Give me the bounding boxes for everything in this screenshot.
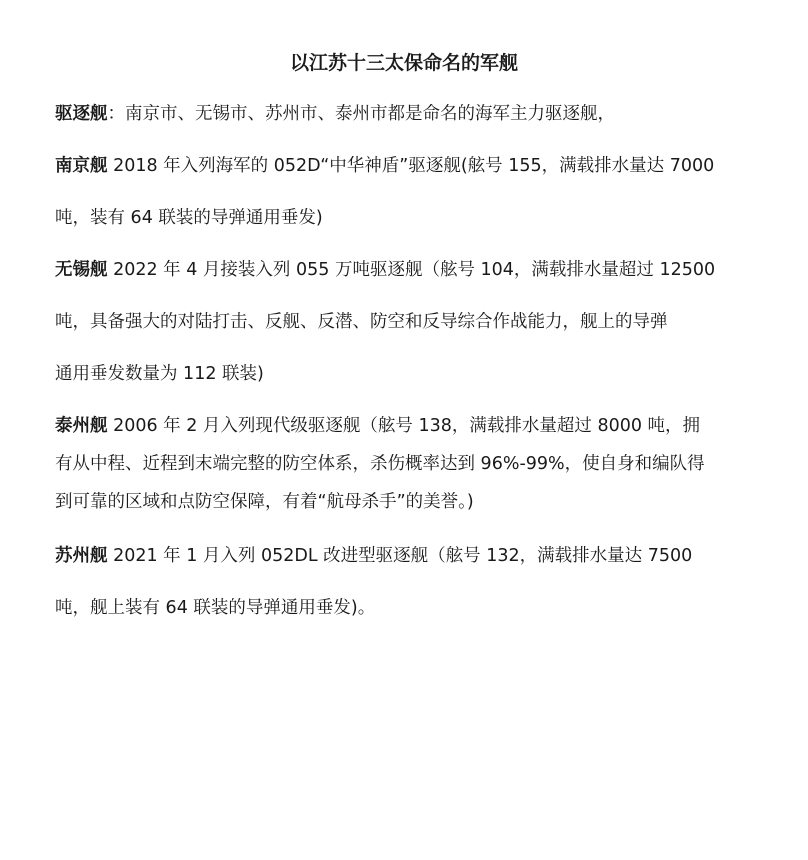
ship-name: 苏州舰: [55, 546, 108, 566]
paragraph-nanjing-line: [55, 154, 714, 178]
paragraph-text: 吨，舰上装有 64 联装的导弹通用垂发)。: [55, 598, 376, 618]
paragraph-text: 通用垂发数量为 112 联装): [55, 364, 264, 384]
document-title: 以江苏十三太保命名的军舰: [289, 52, 518, 74]
paragraph-destroyers-line: [55, 102, 615, 126]
paragraph-text: 吨，具备强大的对陆打击、反舰、反潜、防空和反导综合作战能力，舰上的导弹: [55, 312, 668, 332]
term-label: 驱逐舰: [55, 104, 108, 124]
paragraph-text: 到可靠的区域和点防空保障，有着“航母杀手”的美誉。): [55, 492, 474, 512]
paragraph-taizhou-line: [55, 414, 700, 438]
paragraph-text: 2018 年入列海军的 052D“中华神盾”驱逐舰(舷号 155，满载排水量达 7000: [107, 156, 715, 176]
ship-name: 无锡舰: [55, 260, 108, 280]
paragraph-suzhou-line: [55, 544, 692, 568]
paragraph-text: 2021 年 1 月入列 052DL 改进型驱逐舰（舷号 132，满载排水量达 7500: [107, 546, 693, 566]
ship-name: 泰州舰: [55, 416, 108, 436]
paragraph-text: 2022 年 4 月接装入列 055 万吨驱逐舰（舷号 104，满载排水量超过 12500: [107, 260, 716, 280]
paragraph-text: ：南京市、无锡市、苏州市、泰州市都是命名的海军主力驱逐舰，: [107, 104, 615, 124]
paragraph-wuxi-line: [55, 258, 715, 282]
paragraph-text: 吨，装有 64 联装的导弹通用垂发): [55, 208, 323, 228]
paragraph-text: 有从中程、近程到末端完整的防空体系，杀伤概率达到 96%-99%，使自身和编队得: [55, 454, 705, 474]
ship-name: 南京舰: [55, 156, 108, 176]
paragraph-text: 2006 年 2 月入列现代级驱逐舰（舷号 138，满载排水量超过 8000 吨，拥: [107, 416, 701, 436]
